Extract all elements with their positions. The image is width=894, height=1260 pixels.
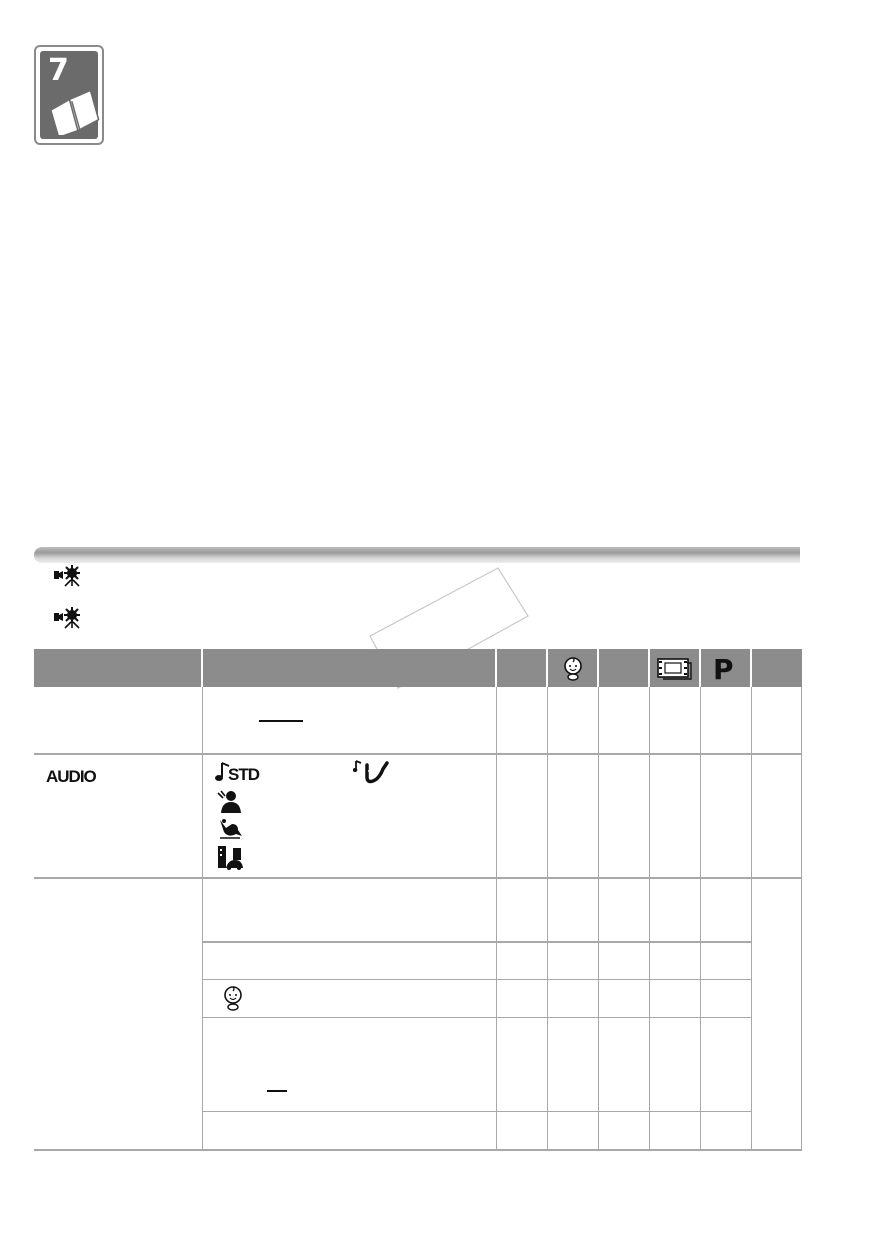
table-bottom-border	[34, 1149, 802, 1151]
bird-icon	[216, 816, 244, 840]
column-divider	[649, 687, 650, 1149]
city-noise-icon	[216, 844, 244, 870]
header-cell-col3	[599, 649, 648, 687]
column-divider	[598, 687, 599, 1149]
row-divider	[34, 753, 802, 755]
speech-person-icon	[216, 789, 242, 813]
audio-setting-label: AUDIO	[46, 767, 96, 786]
chapter-badge-inner	[40, 51, 98, 139]
header-cell-options	[203, 649, 495, 687]
header-cell-col6	[752, 649, 802, 687]
saxophone-note-icon	[353, 759, 389, 785]
row-divider	[203, 1017, 751, 1018]
row-divider	[203, 941, 751, 943]
column-divider	[202, 687, 203, 1149]
baby-icon	[221, 984, 245, 1012]
row-divider	[203, 1111, 751, 1112]
chapter-badge	[34, 45, 104, 145]
program-mode-label: P	[713, 653, 734, 686]
audio-std-label: STD	[228, 765, 259, 784]
table-right-border	[801, 687, 802, 1149]
default-value-underline	[267, 1090, 287, 1092]
default-value-underline	[259, 720, 303, 722]
baby-icon	[560, 655, 586, 681]
music-note-std-icon	[215, 761, 275, 785]
row-divider	[34, 877, 802, 879]
column-divider	[751, 687, 752, 1149]
film-frame-icon	[655, 655, 693, 681]
movie-camera-gear-icon	[52, 564, 92, 588]
book-icon	[48, 91, 100, 135]
column-divider	[547, 687, 548, 1149]
settings-table	[34, 649, 802, 1151]
movie-camera-gear-icon	[52, 606, 92, 630]
column-divider	[496, 687, 497, 1149]
header-cell-setting	[34, 649, 201, 687]
header-cell-col1	[497, 649, 546, 687]
section-header-bar	[34, 547, 800, 563]
column-divider	[700, 687, 701, 1149]
chapter-number: 7	[48, 53, 69, 88]
row-divider	[203, 979, 751, 980]
